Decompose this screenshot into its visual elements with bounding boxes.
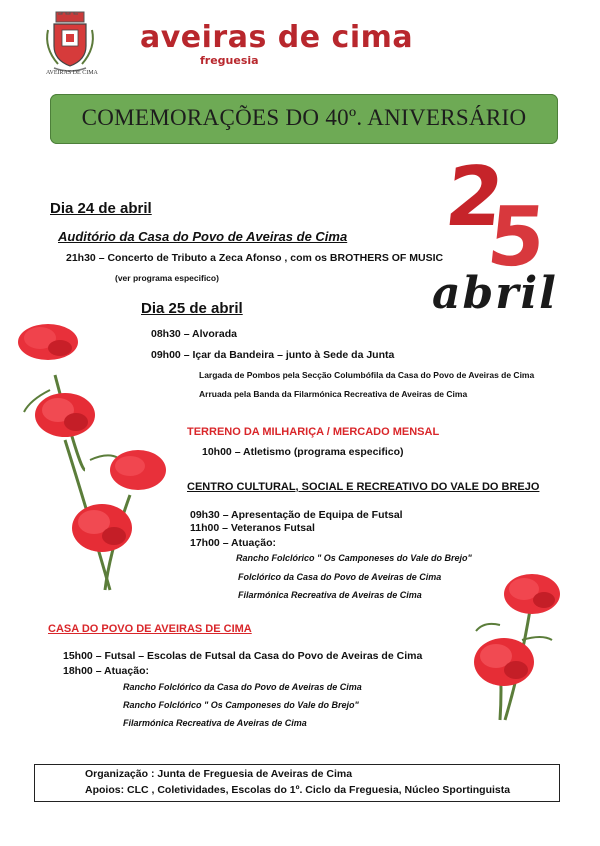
footer-organizacao: Organização : Junta de Freguesia de Aveiras de Cima	[85, 768, 353, 780]
carnation-flower-5	[504, 574, 560, 614]
day2-line2: 09h00 – Içar da Bandeira – junto à Sede da Junta	[151, 349, 395, 361]
logo-25-abril	[430, 150, 580, 334]
day2-line4: Arruada pela Banda da Filarmónica Recreativa de Aveiras de Cima	[199, 389, 468, 399]
carnation-flower-4	[72, 504, 132, 552]
centro-title: CENTRO CULTURAL, SOCIAL E RECREATIVO DO VALE DO BREJO	[187, 481, 540, 493]
casa-line4: Rancho Folclórico " Os Camponeses do Vale do Brejo"	[123, 700, 359, 710]
centro-line2: 11h00 – Veteranos Futsal	[190, 522, 315, 534]
footer-box	[34, 764, 560, 802]
title-banner	[50, 94, 558, 144]
carnations-right	[460, 570, 570, 730]
carnations-left	[10, 320, 180, 600]
carnation-flower-3	[110, 450, 166, 490]
day1-line2: (ver programa especifico)	[115, 273, 219, 283]
banner-title: COMEMORAÇÕES DO 40º. ANIVERSÁRIO	[81, 105, 527, 130]
brand-title: aveiras de cima	[140, 20, 414, 55]
casa-line5: Filarmónica Recreativa de Aveiras de Cima	[123, 718, 307, 728]
casa-line3: Rancho Folclórico da Casa do Povo de Aveiras de Cima	[123, 682, 362, 692]
logo-number-5: 5	[483, 190, 551, 285]
casa-line2: 18h00 – Atuação:	[63, 665, 149, 677]
logo-number-2: 2	[441, 150, 509, 245]
day2-line1: 08h30 – Alvorada	[151, 328, 237, 340]
centro-line3: 17h00 – Atuação:	[190, 537, 276, 549]
brand-subtitle: freguesia	[200, 54, 259, 67]
terreno-line1: 10h00 – Atletismo (programa especifico)	[202, 446, 404, 458]
day2-line3: Largada de Pombos pela Secção Columbófila da Casa do Povo de Aveiras de Cima	[199, 370, 535, 380]
logo-word-abril: abril	[432, 268, 558, 319]
centro-line5: Folclórico da Casa do Povo de Aveiras de Cima	[238, 572, 442, 582]
day1-title: Dia 24 de abril	[50, 200, 152, 217]
footer-apoios: Apoios: CLC , Coletividades, Escolas do 1º. Ciclo da Freguesia, Núcleo Sportinguista	[85, 784, 511, 796]
crest-caption: AVEIRAS DE CIMA	[46, 70, 98, 76]
carnation-flower-6	[474, 638, 534, 686]
centro-line6: Filarmónica Recreativa de Aveiras de Cima	[238, 590, 422, 600]
carnation-flower-2	[35, 393, 95, 437]
casa-title: CASA DO POVO DE AVEIRAS DE CIMA	[48, 623, 252, 635]
day2-title: Dia 25 de abril	[141, 300, 243, 317]
centro-line4: Rancho Folclórico " Os Camponeses do Vale do Brejo"	[236, 553, 472, 563]
casa-line1: 15h00 – Futsal – Escolas de Futsal da Casa do Povo de Aveiras de Cima	[63, 650, 423, 662]
terreno-title: TERRENO DA MILHARIÇA / MERCADO MENSAL	[187, 426, 440, 438]
day1-venue: Auditório da Casa do Povo de Aveiras de Cima	[58, 229, 348, 244]
centro-line1: 09h30 – Apresentação de Equipa de Futsal	[190, 509, 403, 521]
carnation-flower-1	[18, 324, 78, 360]
day1-line1: 21h30 – Concerto de Tributo a Zeca Afonso , com os BROTHERS OF MUSIC	[66, 252, 444, 264]
